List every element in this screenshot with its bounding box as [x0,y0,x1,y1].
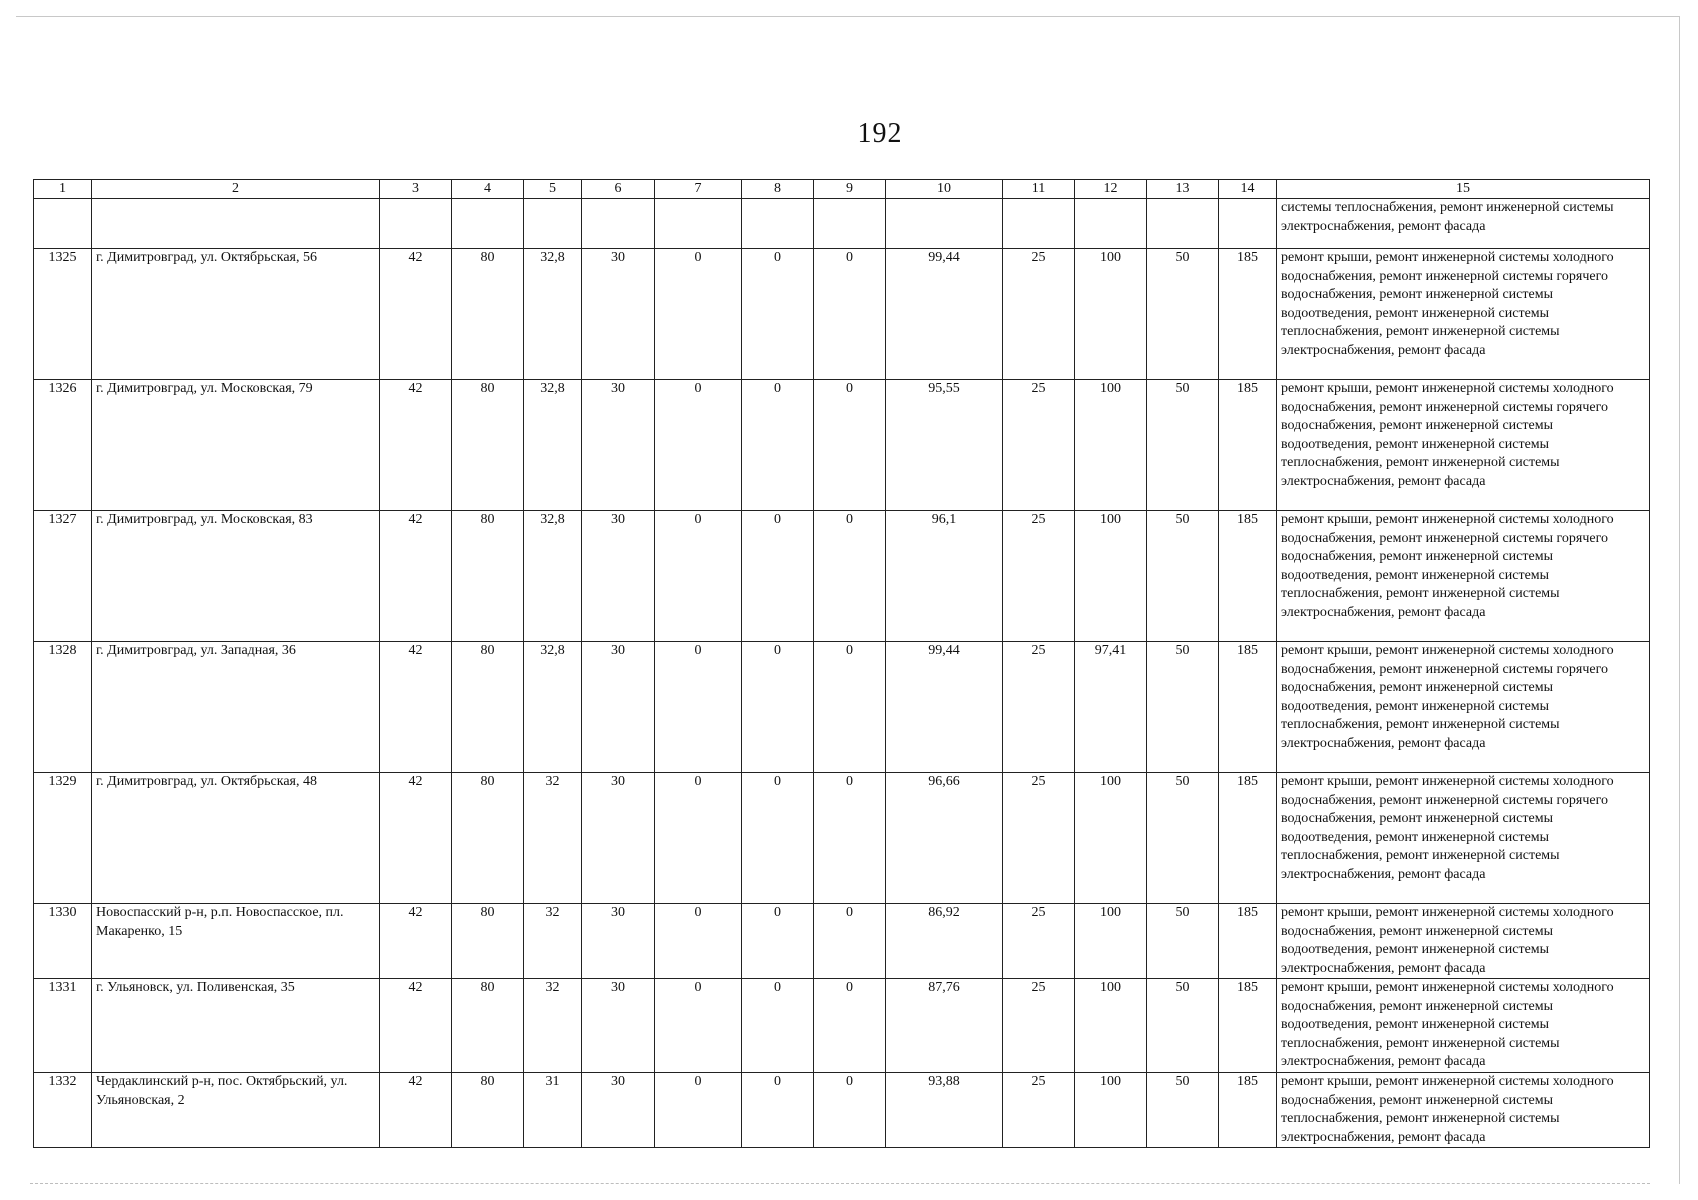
value-cell: 25 [1003,1073,1075,1148]
address-cell: г. Ульяновск, ул. Поливенская, 35 [92,979,380,1073]
value-cell: 32,8 [524,380,582,511]
value-cell: 50 [1147,511,1219,642]
value-cell: 25 [1003,904,1075,979]
value-cell: 0 [655,979,742,1073]
value-cell: 0 [742,249,814,380]
value-cell: 100 [1075,380,1147,511]
table-row [34,511,1650,642]
value-cell: 0 [742,642,814,773]
column-header: 5 [524,180,582,199]
value-cell: 42 [380,904,452,979]
works-cell: ремонт крыши, ремонт инженерной системы холодного водоснабжения, ремонт инженерной системы теплоснабжения, ремонт инженерной системы электроснабжения, ремонт фасада [1277,1073,1650,1148]
table-row [34,979,1650,1073]
value-cell: 96,66 [886,773,1003,904]
row-number-cell: 1325 [34,249,92,380]
continuation-row [34,199,1650,249]
column-header: 8 [742,180,814,199]
table-row [34,642,1650,773]
page-number: 192 [857,118,903,149]
column-header: 2 [92,180,380,199]
value-cell: 185 [1219,642,1277,773]
row-number-cell: 1330 [34,904,92,979]
value-cell: 100 [1075,904,1147,979]
value-cell: 50 [1147,904,1219,979]
works-cell: ремонт крыши, ремонт инженерной системы холодного водоснабжения, ремонт инженерной системы горячего водоснабжения, ремонт инженерной системы водоотведения, ремонт инженерной системы теплоснабжения, ремонт инженерной системы электроснабжения, ремонт фасада [1277,642,1650,773]
value-cell: 96,1 [886,511,1003,642]
value-cell: 100 [1075,979,1147,1073]
row-number-cell: 1326 [34,380,92,511]
value-cell: 50 [1147,1073,1219,1148]
value-cell: 50 [1147,642,1219,773]
value-cell: 0 [742,979,814,1073]
value-cell: 0 [814,511,886,642]
value-cell: 42 [380,979,452,1073]
value-cell: 0 [655,380,742,511]
value-cell: 80 [452,380,524,511]
value-cell: 80 [452,249,524,380]
works-cell: ремонт крыши, ремонт инженерной системы холодного водоснабжения, ремонт инженерной системы горячего водоснабжения, ремонт инженерной системы водоотведения, ремонт инженерной системы теплоснабжения, ремонт инженерной системы электроснабжения, ремонт фасада [1277,773,1650,904]
value-cell: 99,44 [886,249,1003,380]
value-cell: 30 [582,773,655,904]
row-number-cell: 1327 [34,511,92,642]
works-cell: ремонт крыши, ремонт инженерной системы холодного водоснабжения, ремонт инженерной системы горячего водоснабжения, ремонт инженерной системы водоотведения, ремонт инженерной системы теплоснабжения, ремонт инженерной системы электроснабжения, ремонт фасада [1277,380,1650,511]
value-cell: 185 [1219,1073,1277,1148]
table-row [34,249,1650,380]
value-cell: 32 [524,773,582,904]
column-header: 1 [34,180,92,199]
value-cell: 100 [1075,773,1147,904]
bottom-divider [30,1183,1650,1184]
value-cell: 25 [1003,979,1075,1073]
value-cell: 42 [380,511,452,642]
value-cell: 0 [814,904,886,979]
column-header: 6 [582,180,655,199]
table-row [34,380,1650,511]
value-cell: 0 [655,511,742,642]
value-cell: 86,92 [886,904,1003,979]
column-header: 3 [380,180,452,199]
value-cell: 0 [814,249,886,380]
value-cell: 30 [582,511,655,642]
value-cell: 0 [655,773,742,904]
address-cell: Чердаклинский р-н, пос. Октябрьский, ул. Ульяновская, 2 [92,1073,380,1148]
value-cell: 95,55 [886,380,1003,511]
value-cell: 0 [742,511,814,642]
works-cell: ремонт крыши, ремонт инженерной системы холодного водоснабжения, ремонт инженерной системы водоотведения, ремонт инженерной системы электроснабжения, ремонт фасада [1277,904,1650,979]
value-cell: 99,44 [886,642,1003,773]
column-header: 9 [814,180,886,199]
table-row [34,904,1650,979]
value-cell: 100 [1075,511,1147,642]
works-cell: ремонт крыши, ремонт инженерной системы холодного водоснабжения, ремонт инженерной системы горячего водоснабжения, ремонт инженерной системы водоотведения, ремонт инженерной системы теплоснабжения, ремонт инженерной системы электроснабжения, ремонт фасада [1277,249,1650,380]
address-cell: г. Димитровград, ул. Московская, 79 [92,380,380,511]
value-cell: 50 [1147,979,1219,1073]
column-header: 10 [886,180,1003,199]
value-cell: 0 [814,642,886,773]
works-cell: ремонт крыши, ремонт инженерной системы холодного водоснабжения, ремонт инженерной системы горячего водоснабжения, ремонт инженерной системы водоотведения, ремонт инженерной системы теплоснабжения, ремонт инженерной системы электроснабжения, ремонт фасада [1277,511,1650,642]
value-cell: 0 [655,249,742,380]
table-row [34,773,1650,904]
value-cell: 0 [814,380,886,511]
value-cell: 0 [655,1073,742,1148]
value-cell: 30 [582,380,655,511]
repair-register-table [33,179,1650,1148]
value-cell: 25 [1003,511,1075,642]
value-cell: 30 [582,904,655,979]
value-cell: 25 [1003,642,1075,773]
value-cell: 32 [524,904,582,979]
value-cell: 30 [582,979,655,1073]
works-cell: ремонт крыши, ремонт инженерной системы холодного водоснабжения, ремонт инженерной системы водоотведения, ремонт инженерной системы теплоснабжения, ремонт инженерной системы электроснабжения, ремонт фасада [1277,979,1650,1073]
value-cell: 32,8 [524,249,582,380]
value-cell: 93,88 [886,1073,1003,1148]
value-cell: 80 [452,642,524,773]
address-cell: г. Димитровград, ул. Московская, 83 [92,511,380,642]
value-cell: 185 [1219,380,1277,511]
value-cell: 42 [380,249,452,380]
value-cell: 30 [582,1073,655,1148]
value-cell: 50 [1147,380,1219,511]
value-cell: 185 [1219,511,1277,642]
value-cell: 25 [1003,249,1075,380]
value-cell: 0 [742,380,814,511]
value-cell: 0 [814,1073,886,1148]
value-cell: 0 [742,1073,814,1148]
value-cell: 25 [1003,773,1075,904]
row-number-cell: 1331 [34,979,92,1073]
value-cell: 185 [1219,249,1277,380]
table-row [34,1073,1650,1148]
value-cell: 100 [1075,249,1147,380]
address-cell: г. Димитровград, ул. Западная, 36 [92,642,380,773]
column-header: 15 [1277,180,1650,199]
value-cell: 80 [452,511,524,642]
column-header: 7 [655,180,742,199]
address-cell: г. Димитровград, ул. Октябрьская, 56 [92,249,380,380]
value-cell: 25 [1003,380,1075,511]
value-cell: 0 [814,979,886,1073]
value-cell: 30 [582,249,655,380]
value-cell: 87,76 [886,979,1003,1073]
value-cell: 32,8 [524,642,582,773]
value-cell: 50 [1147,249,1219,380]
works-cell: системы теплоснабжения, ремонт инженерной системы электроснабжения, ремонт фасада [1277,199,1650,249]
value-cell: 185 [1219,979,1277,1073]
value-cell: 42 [380,642,452,773]
value-cell: 31 [524,1073,582,1148]
value-cell: 0 [814,773,886,904]
value-cell: 80 [452,1073,524,1148]
value-cell: 30 [582,642,655,773]
value-cell: 80 [452,773,524,904]
column-header: 11 [1003,180,1075,199]
value-cell: 50 [1147,773,1219,904]
value-cell: 80 [452,904,524,979]
value-cell: 0 [655,642,742,773]
value-cell: 185 [1219,904,1277,979]
column-header: 14 [1219,180,1277,199]
column-header: 4 [452,180,524,199]
address-cell: г. Димитровград, ул. Октябрьская, 48 [92,773,380,904]
value-cell: 32 [524,979,582,1073]
value-cell: 32,8 [524,511,582,642]
value-cell: 42 [380,1073,452,1148]
value-cell: 100 [1075,1073,1147,1148]
value-cell: 0 [655,904,742,979]
row-number-cell: 1329 [34,773,92,904]
row-number-cell: 1332 [34,1073,92,1148]
column-number-row [34,180,1650,199]
value-cell: 0 [742,904,814,979]
value-cell: 97,41 [1075,642,1147,773]
row-number-cell: 1328 [34,642,92,773]
value-cell: 80 [452,979,524,1073]
address-cell: Новоспасский р-н, р.п. Новоспасское, пл. Макаренко, 15 [92,904,380,979]
value-cell: 0 [742,773,814,904]
column-header: 13 [1147,180,1219,199]
value-cell: 42 [380,380,452,511]
value-cell: 185 [1219,773,1277,904]
value-cell: 42 [380,773,452,904]
column-header: 12 [1075,180,1147,199]
